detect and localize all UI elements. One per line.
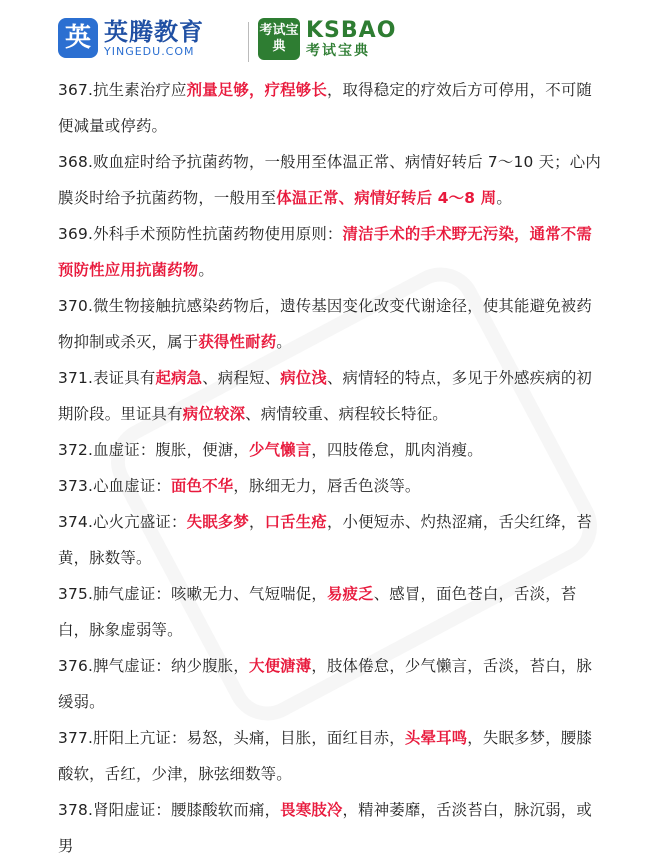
highlight-text: 获得性耐药 bbox=[198, 333, 277, 351]
ksbao-seal-icon: 考试宝典 bbox=[258, 18, 300, 60]
list-item bbox=[58, 72, 606, 144]
item-text: 369.外科手术预防性抗菌药物使用原则： bbox=[58, 225, 343, 243]
list-item bbox=[58, 792, 606, 864]
highlight-text: 病位浅 bbox=[280, 369, 327, 387]
item-text: ，失眠多梦，腰膝酸软，舌红，少津，脉弦细数等。 bbox=[58, 729, 592, 783]
highlight-text: 易疲乏 bbox=[326, 585, 374, 603]
item-text: 、病情较重、病程较长特征。 bbox=[245, 405, 448, 423]
item-text: 374.心火亢盛证： bbox=[58, 513, 187, 531]
highlight-text: 病位较深 bbox=[182, 405, 246, 423]
list-item bbox=[58, 216, 606, 288]
yingedu-logo-title: 英腾教育 bbox=[104, 17, 204, 46]
highlight-text: 体温正常、病情好转后 4～8 周 bbox=[276, 189, 497, 207]
item-text: ，脉细无力，唇舌色淡等。 bbox=[233, 477, 421, 495]
highlight-text: 面色不华 bbox=[171, 477, 234, 495]
item-text: 368.败血症时给予抗菌药物，一般用至体温正常、病情好转后 7～10 天；心内膜炎时给予抗菌药物，一般用至 bbox=[58, 153, 601, 207]
item-text: ，小便短赤、灼热涩痛，舌尖红绛，苔黄，脉数等。 bbox=[58, 513, 593, 567]
item-text: ，四肢倦怠，肌肉消瘦。 bbox=[311, 441, 483, 459]
highlight-text: 少气懒言 bbox=[248, 441, 312, 459]
logo-divider bbox=[248, 22, 249, 62]
item-text: 375.肺气虚证：咳嗽无力、气短喘促， bbox=[58, 585, 327, 603]
list-item bbox=[58, 432, 606, 468]
item-text: 372.血虚证：腹胀，便溏， bbox=[58, 441, 249, 459]
yingedu-logo-mark: 英 bbox=[58, 18, 98, 58]
item-text: ，肢体倦怠，少气懒言，舌淡，苔白，脉缓弱。 bbox=[58, 657, 592, 711]
ksbao-logo bbox=[258, 18, 396, 60]
list-item bbox=[58, 504, 606, 576]
highlight-text: 口舌生疮 bbox=[264, 513, 327, 531]
item-text: 377.肝阳上亢证：易怒，头痛，目胀，面红目赤， bbox=[58, 729, 405, 747]
item-text: 、病程短、 bbox=[202, 369, 281, 387]
item-text: ，取得稳定的疗效后方可停用，不可随便减量或停药。 bbox=[58, 81, 592, 135]
item-text: 371.表证具有 bbox=[58, 369, 156, 387]
yingedu-logo-url: YINGEDU.COM bbox=[104, 44, 195, 58]
item-text: ，精神萎靡，舌淡苔白，脉沉弱，或男 bbox=[58, 801, 592, 855]
list-item bbox=[58, 468, 606, 504]
list-item bbox=[58, 144, 606, 216]
highlight-text: 大便溏薄 bbox=[248, 657, 312, 675]
highlight-text: 起病急 bbox=[155, 369, 203, 387]
highlight-text: 清洁手术的手术野无污染，通常不需预防性应用抗菌药物 bbox=[58, 225, 592, 279]
item-text: 、病情轻的特点，多见于外感疾病的初期阶段。里证具有 bbox=[58, 369, 593, 423]
yingedu-logo bbox=[58, 18, 204, 58]
list-item bbox=[58, 288, 606, 360]
item-text: 。 bbox=[276, 333, 292, 351]
highlight-text: 头晕耳鸣 bbox=[404, 729, 468, 747]
highlight-text: 失眠多梦 bbox=[186, 513, 249, 531]
item-text: ， bbox=[249, 513, 265, 531]
document-body bbox=[58, 72, 606, 864]
ksbao-logo-title: KSBAO bbox=[306, 18, 397, 43]
item-text: 376.脾气虚证：纳少腹胀， bbox=[58, 657, 249, 675]
item-text: 367.抗生素治疗应 bbox=[58, 81, 187, 99]
list-item bbox=[58, 720, 606, 792]
list-item bbox=[58, 360, 606, 432]
item-text: 378.肾阳虚证：腰膝酸软而痛， bbox=[58, 801, 281, 819]
item-text: 373.心血虚证： bbox=[58, 477, 172, 495]
list-item bbox=[58, 576, 606, 648]
item-text: 。 bbox=[198, 261, 214, 279]
highlight-text: 畏寒肢冷 bbox=[280, 801, 343, 819]
highlight-text: 剂量足够，疗程够长 bbox=[186, 81, 327, 99]
page-header bbox=[58, 10, 618, 72]
item-text: 、感冒，面色苍白，舌淡，苔白，脉象虚弱等。 bbox=[58, 585, 577, 639]
list-item bbox=[58, 648, 606, 720]
item-text: 370.微生物接触抗感染药物后，遗传基因变化改变代谢途径，使其能避免被药物抑制或杀灭，属于 bbox=[58, 297, 592, 351]
item-text: 。 bbox=[496, 189, 512, 207]
ksbao-logo-subtitle: 考试宝典 bbox=[306, 43, 370, 59]
